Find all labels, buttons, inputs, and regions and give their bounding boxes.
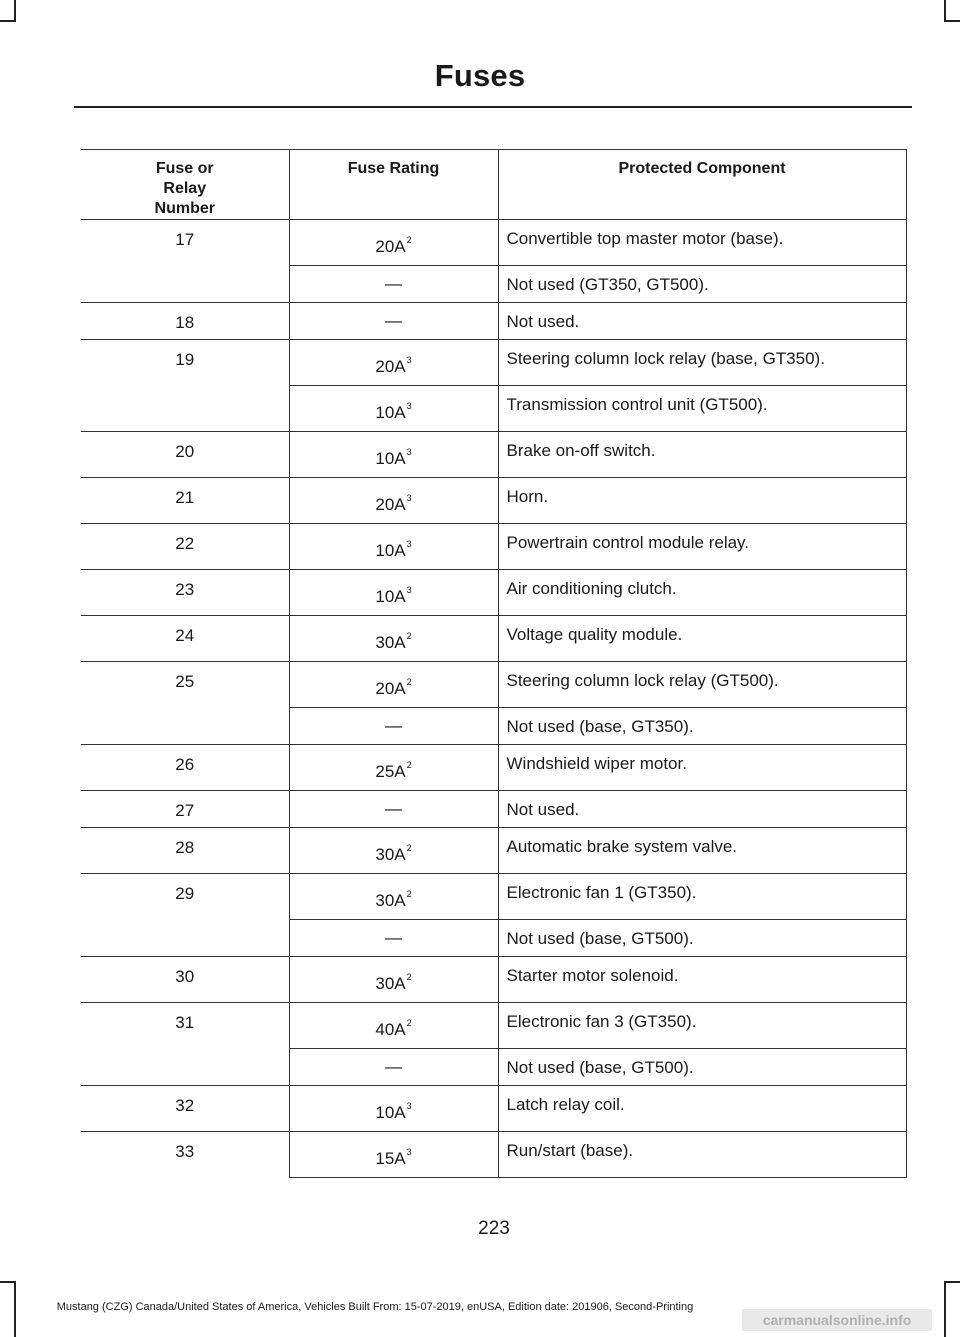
fuse-rating [289,828,498,874]
fuse-rating-value: 30A [375,845,406,864]
table-row [81,220,906,266]
fuse-rating-value: 25A [375,762,406,781]
protected-component: Transmission control unit (GT500). [498,386,906,432]
table-row [81,662,906,708]
footnote-marker: 2 [406,760,412,770]
table-row [81,1003,906,1049]
fuse-rating [289,662,498,708]
protected-component: Horn. [498,478,906,524]
fuse-rating-value: 15A [375,1149,406,1168]
fuse-rating-value: 10A [375,449,406,468]
table-row [81,874,906,920]
fuse-rating-value: 20A [375,495,406,514]
fuse-rating [289,1049,498,1086]
fuse-table [81,149,907,1178]
fuse-number: 17 [81,220,289,303]
protected-component: Convertible top master motor (base). [498,220,906,266]
fuse-rating [289,303,498,340]
footnote-marker: 2 [406,889,412,899]
fuse-rating [289,1003,498,1049]
page-number: 223 [478,1218,510,1239]
footnote-marker: 2 [406,235,412,245]
protected-component: Latch relay coil. [498,1086,906,1132]
fuse-number: 19 [81,340,289,432]
fuse-rating [289,920,498,957]
table-row [81,957,906,1003]
protected-component: Not used. [498,791,906,828]
fuse-number: 21 [81,478,289,524]
protected-component: Electronic fan 1 (GT350). [498,874,906,920]
protected-component: Steering column lock relay (base, GT350). [498,340,906,386]
fuse-rating [289,1086,498,1132]
page-footer: Mustang (CZG) Canada/United States of America, Vehicles Built From: 15-07-2019, enUSA, Edition date: 201906, Second-Printing [56,1301,694,1313]
footnote-marker: 2 [406,843,412,853]
fuse-rating [289,1132,498,1178]
fuse-number: 22 [81,524,289,570]
fuse-number: 33 [81,1132,289,1178]
fuse-rating [289,220,498,266]
table-row [81,1132,906,1178]
protected-component: Electronic fan 3 (GT350). [498,1003,906,1049]
fuse-number: 27 [81,791,289,828]
crop-mark-bottom-left-horizontal [0,1281,16,1283]
fuse-rating [289,524,498,570]
fuse-number: 26 [81,745,289,791]
protected-component: Voltage quality module. [498,616,906,662]
table-row [81,340,906,386]
fuse-rating-value: 30A [375,891,406,910]
page-title: Fuses [434,58,526,93]
table-row [81,791,906,828]
protected-component: Air conditioning clutch. [498,570,906,616]
fuse-number: 25 [81,662,289,745]
table-row [81,745,906,791]
fuse-number: 28 [81,828,289,874]
table-row [81,478,906,524]
footnote-marker: 3 [406,493,412,503]
fuse-rating [289,266,498,303]
fuse-rating [289,745,498,791]
fuse-rating-value: — [385,1057,402,1076]
fuse-rating [289,708,498,745]
fuse-rating-value: 10A [375,541,406,560]
protected-component: Starter motor solenoid. [498,957,906,1003]
protected-component: Automatic brake system valve. [498,828,906,874]
crop-mark-bottom-right-horizontal [944,1281,960,1283]
fuse-rating-value: — [385,928,402,947]
fuse-rating-value: — [385,274,402,293]
fuse-rating-value: 20A [375,679,406,698]
fuse-rating-value: 10A [375,1103,406,1122]
fuse-rating-value: — [385,799,402,818]
fuse-number: 31 [81,1003,289,1086]
fuse-rating-value: 10A [375,587,406,606]
crop-mark-top-right-vertical [944,0,946,22]
fuse-rating [289,957,498,1003]
title-divider [74,106,912,108]
footnote-marker: 2 [406,1018,412,1028]
table-row [81,303,906,340]
protected-component: Not used. [498,303,906,340]
fuse-rating [289,616,498,662]
fuse-table-body [81,220,906,1178]
footnote-marker: 3 [406,355,412,365]
fuse-rating-value: 30A [375,633,406,652]
fuse-rating-value: 30A [375,974,406,993]
fuse-rating [289,791,498,828]
footnote-marker: 2 [406,677,412,687]
table-row [81,828,906,874]
footnote-marker: 3 [406,447,412,457]
header-protected-component: Protected Component [498,150,906,220]
fuse-number: 29 [81,874,289,957]
protected-component: Not used (base, GT500). [498,920,906,957]
fuse-number: 18 [81,303,289,340]
protected-component: Windshield wiper motor. [498,745,906,791]
protected-component: Steering column lock relay (GT500). [498,662,906,708]
fuse-rating-value: — [385,716,402,735]
table-row [81,616,906,662]
protected-component: Run/start (base). [498,1132,906,1178]
fuse-number: 30 [81,957,289,1003]
fuse-rating [289,386,498,432]
table-row [81,432,906,478]
footnote-marker: 3 [406,585,412,595]
header-fuse-rating: Fuse Rating [289,150,498,220]
protected-component: Not used (base, GT500). [498,1049,906,1086]
footnote-marker: 2 [406,972,412,982]
header-fuse-number: Fuse or Relay Number [81,150,289,220]
footnote-marker: 3 [406,401,412,411]
fuse-number: 32 [81,1086,289,1132]
protected-component: Powertrain control module relay. [498,524,906,570]
crop-mark-top-left-horizontal [0,20,16,22]
protected-component: Not used (base, GT350). [498,708,906,745]
fuse-rating [289,478,498,524]
watermark-logo: carmanualsonline.info [742,1309,932,1331]
footnote-marker: 3 [406,539,412,549]
table-row [81,570,906,616]
fuse-rating-value: 40A [375,1020,406,1039]
fuse-rating [289,340,498,386]
table-row [81,1086,906,1132]
fuse-number: 20 [81,432,289,478]
protected-component: Brake on-off switch. [498,432,906,478]
fuse-rating [289,432,498,478]
protected-component: Not used (GT350, GT500). [498,266,906,303]
table-row [81,524,906,570]
crop-mark-top-left-vertical [14,0,16,22]
fuse-rating-value: 20A [375,237,406,256]
footnote-marker: 3 [406,1101,412,1111]
fuse-rating-value: 10A [375,403,406,422]
fuse-rating-value: 20A [375,357,406,376]
fuse-number: 24 [81,616,289,662]
footnote-marker: 3 [406,1147,412,1157]
footnote-marker: 2 [406,631,412,641]
fuse-rating [289,874,498,920]
crop-mark-bottom-right-vertical [944,1281,946,1337]
crop-mark-top-right-horizontal [944,20,960,22]
fuse-rating-value: — [385,311,402,330]
fuse-rating [289,570,498,616]
fuse-number: 23 [81,570,289,616]
